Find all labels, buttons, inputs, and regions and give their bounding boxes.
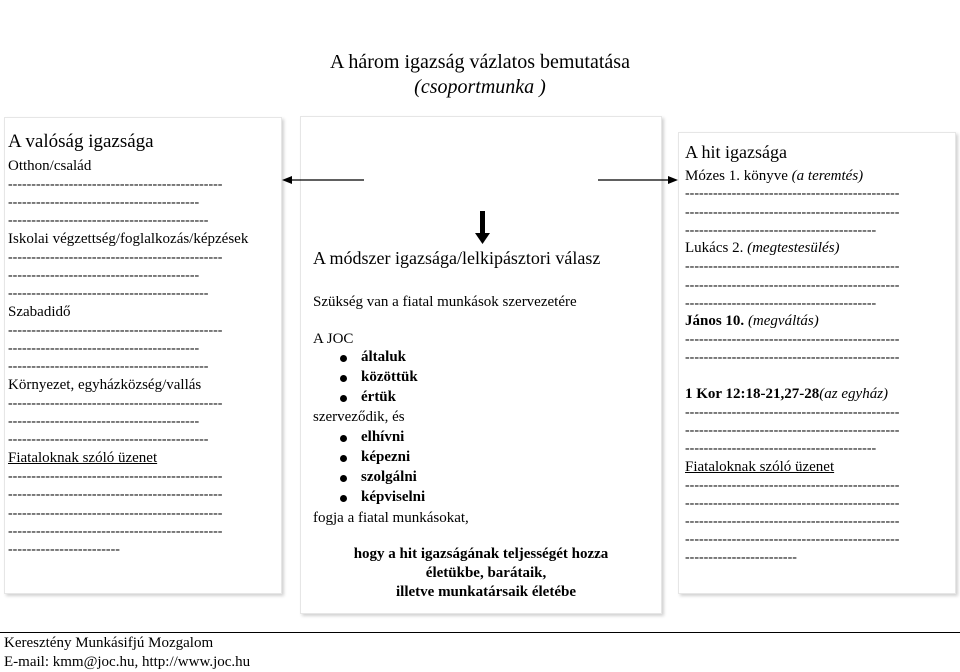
- footer-divider: [0, 632, 960, 633]
- dash-line: ----------------------------------------------: [685, 259, 900, 274]
- closing-line: hogy a hit igazságának teljességét hozza: [353, 546, 609, 562]
- dash-line: ----------------------------------------------: [685, 478, 900, 493]
- dash-line: ----------------------------------------------: [8, 487, 223, 502]
- need-line: Szükség van a fiatal munkások szervezetére: [313, 294, 577, 310]
- footer-org: Keresztény Munkásifjú Mozgalom: [4, 635, 214, 651]
- dash-line: ----------------------------------------------: [8, 177, 223, 192]
- list-item: közöttük: [361, 369, 418, 385]
- dash-line: -----------------------------------------: [8, 195, 200, 210]
- luke-ref: Lukács 2.: [685, 240, 744, 256]
- dash-line: ----------------------------------------------: [8, 469, 223, 484]
- list-item: szolgálni: [361, 469, 417, 485]
- joc-label: A JOC: [313, 331, 354, 347]
- dash-line: ----------------------------------------------: [685, 423, 900, 438]
- dash-line: -------------------------------------------: [8, 213, 209, 228]
- family-label: Otthon/család: [8, 158, 92, 174]
- dash-line: ----------------------------------------------: [685, 278, 900, 293]
- dash-line: ----------------------------------------------: [8, 323, 223, 338]
- dash-line: ----------------------------------------------: [8, 506, 223, 521]
- dash-line: ------------------------: [685, 550, 797, 565]
- dash-line: ----------------------------------------------: [8, 396, 223, 411]
- list-item: általuk: [361, 349, 407, 365]
- dash-line: ----------------------------------------------: [685, 496, 900, 511]
- dash-line: -----------------------------------------: [685, 441, 877, 456]
- john-ref: János 10.: [685, 313, 745, 329]
- genesis-ref: Mózes 1. könyve: [685, 168, 788, 184]
- genesis-note: (a teremtés): [791, 168, 864, 184]
- dash-line: -------------------------------------------: [8, 286, 209, 301]
- youth-message-label: Fiataloknak szóló üzenet: [8, 450, 158, 466]
- dash-line: -------------------------------------------: [8, 432, 209, 447]
- down-arrow-icon: [475, 211, 490, 244]
- method-heading: A módszer igazsága/lelkipásztori válasz: [313, 248, 601, 268]
- dash-line: ----------------------------------------------: [8, 524, 223, 539]
- page-subtitle: (csoportmunka ): [414, 76, 546, 98]
- youth-message-label: Fiataloknak szóló üzenet: [685, 459, 835, 475]
- page-title: A három igazság vázlatos bemutatása: [330, 51, 630, 73]
- dash-line: -----------------------------------------: [685, 296, 877, 311]
- right-arrow-icon: [598, 176, 678, 184]
- list-item: képviselni: [361, 489, 426, 505]
- dash-line: -------------------------------------------: [8, 359, 209, 374]
- dash-line: ----------------------------------------------: [685, 186, 900, 201]
- luke-note: (megtestesülés): [747, 240, 840, 256]
- dash-line: ----------------------------------------------: [685, 405, 900, 420]
- john-note: (megváltás): [747, 313, 819, 329]
- environment-label: Környezet, egyházközség/vallás: [8, 377, 202, 393]
- organizes-line: szerveződik, és: [313, 409, 405, 425]
- leisure-label: Szabadidő: [8, 304, 71, 320]
- dash-line: ----------------------------------------------: [685, 332, 900, 347]
- reality-heading: A valóság igazsága: [8, 131, 154, 152]
- dash-line: ------------------------: [8, 542, 120, 557]
- youth-line: fogja a fiatal munkásokat,: [313, 510, 469, 526]
- footer-contact: E-mail: kmm@joc.hu, http://www.joc.hu: [4, 654, 251, 670]
- dash-line: ----------------------------------------------: [685, 205, 900, 220]
- list-item: képezni: [361, 449, 411, 465]
- dash-line: ----------------------------------------------: [685, 350, 900, 365]
- left-arrow-icon: [282, 176, 364, 184]
- list-item: értük: [361, 389, 396, 405]
- corinthians-note: (az egyház): [819, 386, 889, 402]
- dash-line: ----------------------------------------------: [8, 250, 223, 265]
- closing-line: illetve munkatársaik életébe: [396, 584, 576, 600]
- dash-line: -----------------------------------------: [8, 414, 200, 429]
- list-item: elhívni: [361, 429, 405, 445]
- dash-line: -----------------------------------------: [8, 268, 200, 283]
- dash-line: ----------------------------------------------: [685, 514, 900, 529]
- dash-line: -----------------------------------------: [8, 341, 200, 356]
- closing-line: életükbe, barátaik,: [425, 565, 547, 581]
- corinthians-ref: 1 Kor 12:18-21,27-28: [685, 386, 820, 402]
- dash-line: ----------------------------------------------: [685, 532, 900, 547]
- dash-line: -----------------------------------------: [685, 223, 877, 238]
- faith-heading: A hit igazsága: [685, 142, 787, 162]
- education-label: Iskolai végzettség/foglalkozás/képzések: [8, 231, 249, 247]
